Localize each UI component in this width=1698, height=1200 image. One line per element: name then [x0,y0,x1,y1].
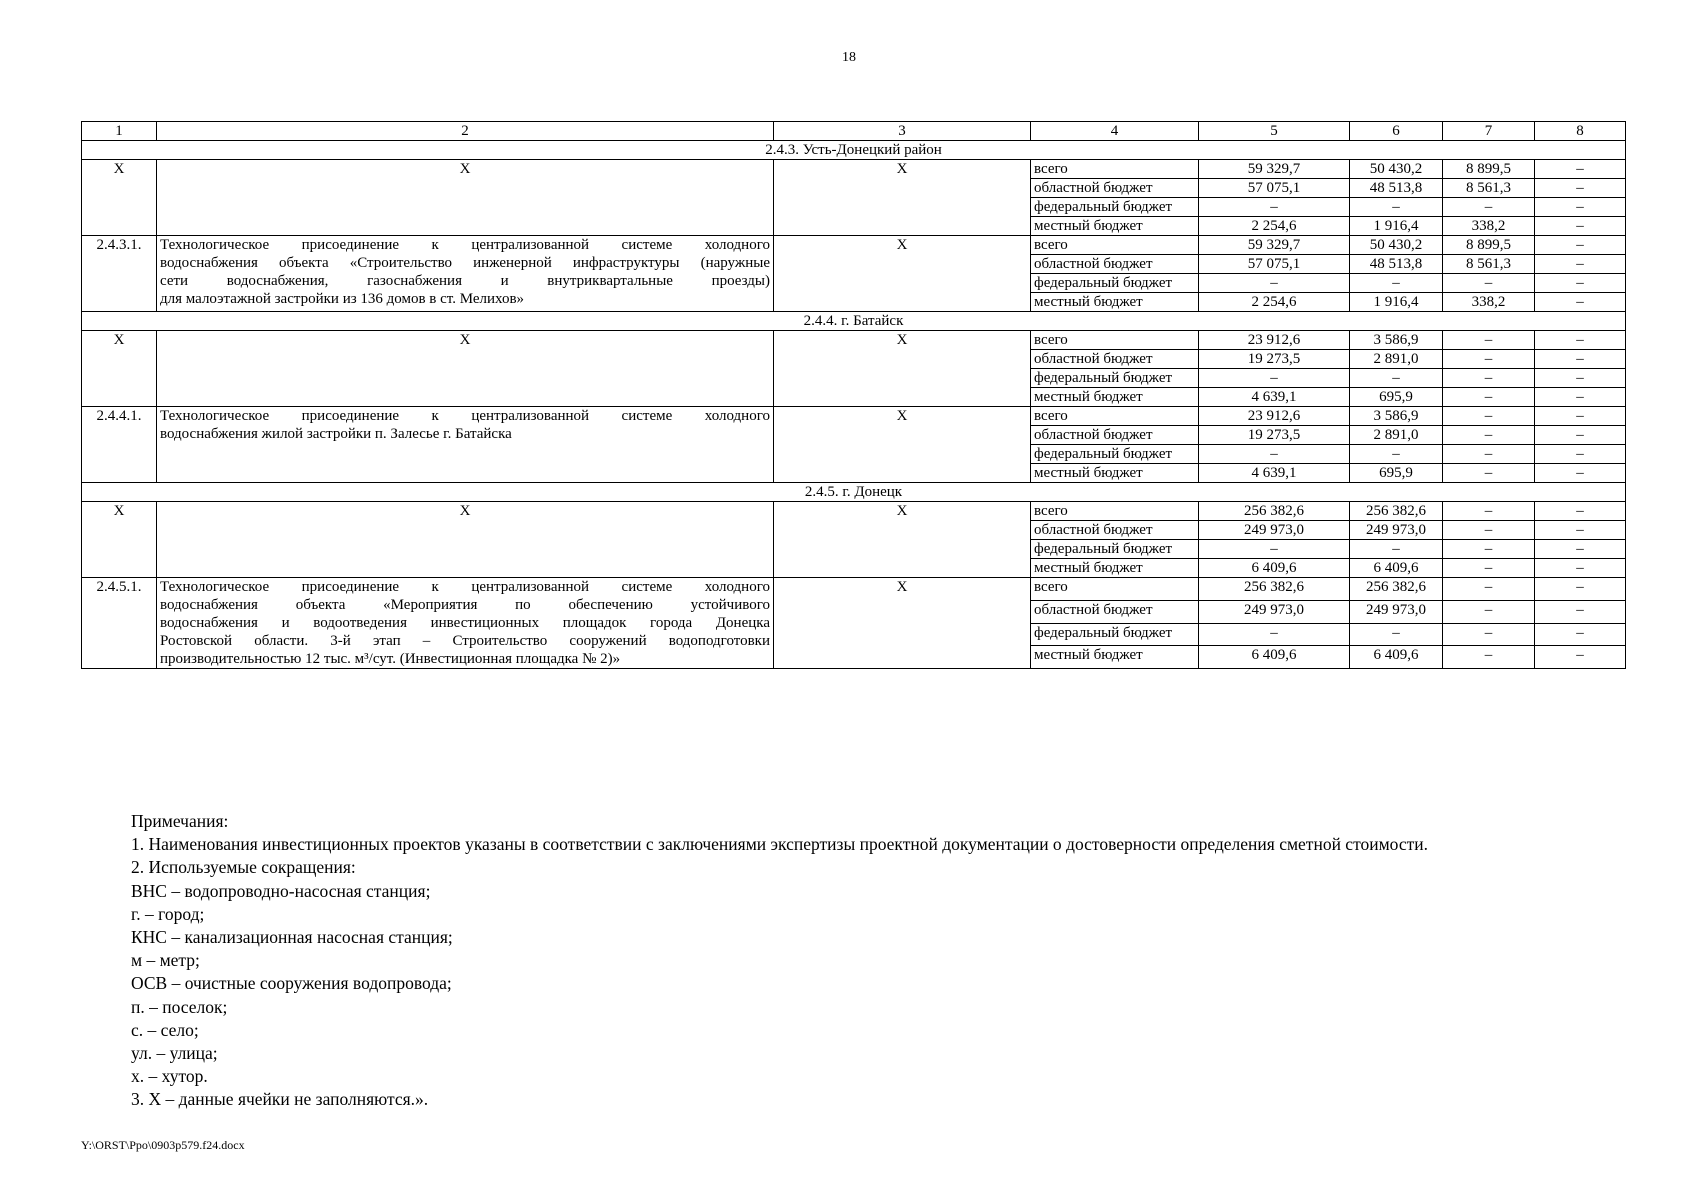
value-col-6: 695,9 [1350,388,1443,407]
funding-source: местный бюджет [1031,464,1199,483]
value-col-6: 256 382,6 [1350,502,1443,521]
value-col-8: – [1535,646,1626,669]
value-col-6: 2 891,0 [1350,350,1443,369]
row-number: X [82,160,157,236]
value-col-6: – [1350,623,1443,646]
column-number-row [82,122,1626,141]
value-col-5: 249 973,0 [1199,521,1350,540]
value-col-7: – [1443,623,1535,646]
funding-source: областной бюджет [1031,179,1199,198]
column-3-value: X [774,331,1031,407]
value-col-8: – [1535,350,1626,369]
value-col-7: – [1443,600,1535,623]
value-col-7: – [1443,464,1535,483]
table-row [82,160,1626,179]
value-col-5: 57 075,1 [1199,179,1350,198]
value-col-6: – [1350,445,1443,464]
value-col-6: – [1350,540,1443,559]
value-col-5: 4 639,1 [1199,464,1350,483]
note-line: м – метр; [131,950,200,971]
value-col-8: – [1535,293,1626,312]
value-col-6: 50 430,2 [1350,160,1443,179]
value-col-5: 59 329,7 [1199,160,1350,179]
value-col-7: – [1443,388,1535,407]
funding-source: областной бюджет [1031,521,1199,540]
project-name [157,578,774,669]
value-col-7: – [1443,502,1535,521]
funding-source: всего [1031,578,1199,601]
value-col-8: – [1535,331,1626,350]
funding-source: областной бюджет [1031,426,1199,445]
value-col-6: 1 916,4 [1350,217,1443,236]
value-col-6: 6 409,6 [1350,646,1443,669]
project-name-line: Ростовской области. 3-й этап – Строительство сооружений водоподготовки [160,633,770,649]
row-number: 2.4.4.1. [82,407,157,483]
file-path-footer: Y:\ORST\Ppo\0903p579.f24.docx [81,1138,245,1152]
value-col-8: – [1535,160,1626,179]
value-col-7: – [1443,274,1535,293]
value-col-7: – [1443,578,1535,601]
value-col-8: – [1535,255,1626,274]
project-name-line: X [459,332,471,348]
value-col-8: – [1535,623,1626,646]
value-col-8: – [1535,274,1626,293]
value-col-5: 256 382,6 [1199,578,1350,601]
column-3-value: X [774,407,1031,483]
funding-source: федеральный бюджет [1031,540,1199,559]
project-name [157,236,774,312]
investment-table [81,121,1626,669]
funding-source: федеральный бюджет [1031,198,1199,217]
value-col-8: – [1535,198,1626,217]
note-line: ул. – улица; [131,1043,218,1064]
funding-source: федеральный бюджет [1031,623,1199,646]
value-col-6: 3 586,9 [1350,407,1443,426]
column-header: 2 [157,122,774,141]
note-line: 3. X – данные ячейки не заполняются.». [131,1089,429,1110]
note-line: с. – село; [131,1019,199,1040]
section-header-row [82,312,1626,331]
value-col-8: – [1535,426,1626,445]
funding-source: областной бюджет [1031,600,1199,623]
value-col-6: 695,9 [1350,464,1443,483]
value-col-8: – [1535,559,1626,578]
funding-source: федеральный бюджет [1031,274,1199,293]
value-col-6: 1 916,4 [1350,293,1443,312]
column-header: 3 [774,122,1031,141]
value-col-6: 48 513,8 [1350,179,1443,198]
column-header: 7 [1443,122,1535,141]
value-col-7: – [1443,350,1535,369]
value-col-7: – [1443,426,1535,445]
value-col-8: – [1535,540,1626,559]
note-line: ОСВ – очистные сооружения водопровода; [131,973,452,994]
funding-source: местный бюджет [1031,217,1199,236]
row-number: X [82,502,157,578]
value-col-8: – [1535,388,1626,407]
notes-block [131,810,1428,1112]
value-col-5: 19 273,5 [1199,350,1350,369]
project-name [157,160,774,236]
value-col-8: – [1535,236,1626,255]
value-col-6: 50 430,2 [1350,236,1443,255]
value-col-6: 6 409,6 [1350,559,1443,578]
note-line: 1. Наименования инвестиционных проектов указаны в соответствии с заключениями экспертизы проектной документации о достоверности определения сметной стоимости. [131,834,1429,855]
value-col-5: – [1199,540,1350,559]
project-name-line: Технологическое присоединение к централизованной системе холодного [160,579,770,595]
funding-source: федеральный бюджет [1031,445,1199,464]
value-col-7: 338,2 [1443,293,1535,312]
value-col-7: – [1443,407,1535,426]
project-name-line: водоснабжения жилой застройки п. Залесье г. Батайска [160,426,512,442]
value-col-8: – [1535,445,1626,464]
value-col-7: – [1443,331,1535,350]
project-name-line: X [459,503,471,519]
column-header: 1 [82,122,157,141]
table-row [82,236,1626,255]
column-header: 5 [1199,122,1350,141]
note-line: 2. Используемые сокращения: [131,857,356,878]
column-3-value: X [774,502,1031,578]
project-name [157,502,774,578]
value-col-8: – [1535,179,1626,198]
value-col-5: 57 075,1 [1199,255,1350,274]
funding-source: федеральный бюджет [1031,369,1199,388]
value-col-7: 8 561,3 [1443,255,1535,274]
project-name-line: X [459,161,471,177]
project-name-line: для малоэтажной застройки из 136 домов в ст. Мелихов» [160,291,525,307]
section-header-row [82,483,1626,502]
row-number: 2.4.5.1. [82,578,157,669]
project-name [157,407,774,483]
project-name-line: водоснабжения объекта «Мероприятия по обеспечению устойчивого [160,597,770,613]
value-col-8: – [1535,217,1626,236]
value-col-7: – [1443,198,1535,217]
value-col-8: – [1535,600,1626,623]
value-col-5: – [1199,623,1350,646]
value-col-5: – [1199,369,1350,388]
value-col-8: – [1535,369,1626,388]
value-col-6: 249 973,0 [1350,600,1443,623]
funding-source: местный бюджет [1031,559,1199,578]
funding-source: всего [1031,407,1199,426]
value-col-5: – [1199,274,1350,293]
table-body [82,122,1626,669]
section-header-row [82,141,1626,160]
funding-source: местный бюджет [1031,293,1199,312]
column-3-value: X [774,578,1031,669]
table-row [82,331,1626,350]
value-col-5: 6 409,6 [1199,646,1350,669]
value-col-5: 249 973,0 [1199,600,1350,623]
note-line: п. – поселок; [131,996,228,1017]
value-col-6: – [1350,198,1443,217]
value-col-5: 2 254,6 [1199,293,1350,312]
funding-source: всего [1031,236,1199,255]
row-number: X [82,331,157,407]
table-row [82,578,1626,601]
note-line: ВНС – водопроводно-насосная станция; [131,880,431,901]
value-col-7: 338,2 [1443,217,1535,236]
column-3-value: X [774,236,1031,312]
column-3-value: X [774,160,1031,236]
value-col-7: – [1443,559,1535,578]
value-col-5: 256 382,6 [1199,502,1350,521]
project-name-line: Технологическое присоединение к централизованной системе холодного [160,408,770,424]
value-col-8: – [1535,578,1626,601]
project-name-line: производительностью 12 тыс. м³/сут. (Инвестиционная площадка № 2)» [160,651,621,667]
value-col-7: 8 899,5 [1443,236,1535,255]
value-col-5: – [1199,198,1350,217]
value-col-6: 256 382,6 [1350,578,1443,601]
note-line: г. – город; [131,903,205,924]
value-col-7: 8 899,5 [1443,160,1535,179]
value-col-8: – [1535,521,1626,540]
value-col-5: 6 409,6 [1199,559,1350,578]
funding-source: местный бюджет [1031,646,1199,669]
value-col-8: – [1535,407,1626,426]
value-col-5: 59 329,7 [1199,236,1350,255]
value-col-6: 48 513,8 [1350,255,1443,274]
section-title: 2.4.3. Усть-Донецкий район [82,141,1626,160]
column-header: 6 [1350,122,1443,141]
funding-source: областной бюджет [1031,255,1199,274]
value-col-6: 2 891,0 [1350,426,1443,445]
project-name [157,331,774,407]
value-col-6: – [1350,274,1443,293]
value-col-5: 23 912,6 [1199,331,1350,350]
column-header: 8 [1535,122,1626,141]
funding-source: областной бюджет [1031,350,1199,369]
value-col-7: 8 561,3 [1443,179,1535,198]
project-name-line: водоснабжения и водоотведения инвестиционных площадок города Донецка [160,615,770,631]
value-col-6: 3 586,9 [1350,331,1443,350]
note-line: КНС – канализационная насосная станция; [131,927,453,948]
value-col-5: 2 254,6 [1199,217,1350,236]
value-col-6: 249 973,0 [1350,521,1443,540]
page-number: 18 [842,50,856,65]
value-col-7: – [1443,445,1535,464]
project-name-line: Технологическое присоединение к централизованной системе холодного [160,237,770,253]
value-col-5: 4 639,1 [1199,388,1350,407]
value-col-8: – [1535,502,1626,521]
value-col-6: – [1350,369,1443,388]
project-name-line: сети водоснабжения, газоснабжения и внутриквартальные проезды) [160,273,770,289]
section-title: 2.4.4. г. Батайск [82,312,1626,331]
value-col-7: – [1443,521,1535,540]
value-col-7: – [1443,540,1535,559]
notes-title: Примечания: [131,811,229,831]
value-col-8: – [1535,464,1626,483]
project-name-line: водоснабжения объекта «Строительство инженерной инфраструктуры (наружные [160,255,770,271]
value-col-7: – [1443,646,1535,669]
funding-source: всего [1031,331,1199,350]
funding-source: местный бюджет [1031,388,1199,407]
value-col-7: – [1443,369,1535,388]
note-line: х. – хутор. [131,1066,208,1087]
funding-source: всего [1031,160,1199,179]
table-row [82,502,1626,521]
value-col-5: 19 273,5 [1199,426,1350,445]
funding-source: всего [1031,502,1199,521]
row-number: 2.4.3.1. [82,236,157,312]
section-title: 2.4.5. г. Донецк [82,483,1626,502]
column-header: 4 [1031,122,1199,141]
table-row [82,407,1626,426]
value-col-5: 23 912,6 [1199,407,1350,426]
value-col-5: – [1199,445,1350,464]
